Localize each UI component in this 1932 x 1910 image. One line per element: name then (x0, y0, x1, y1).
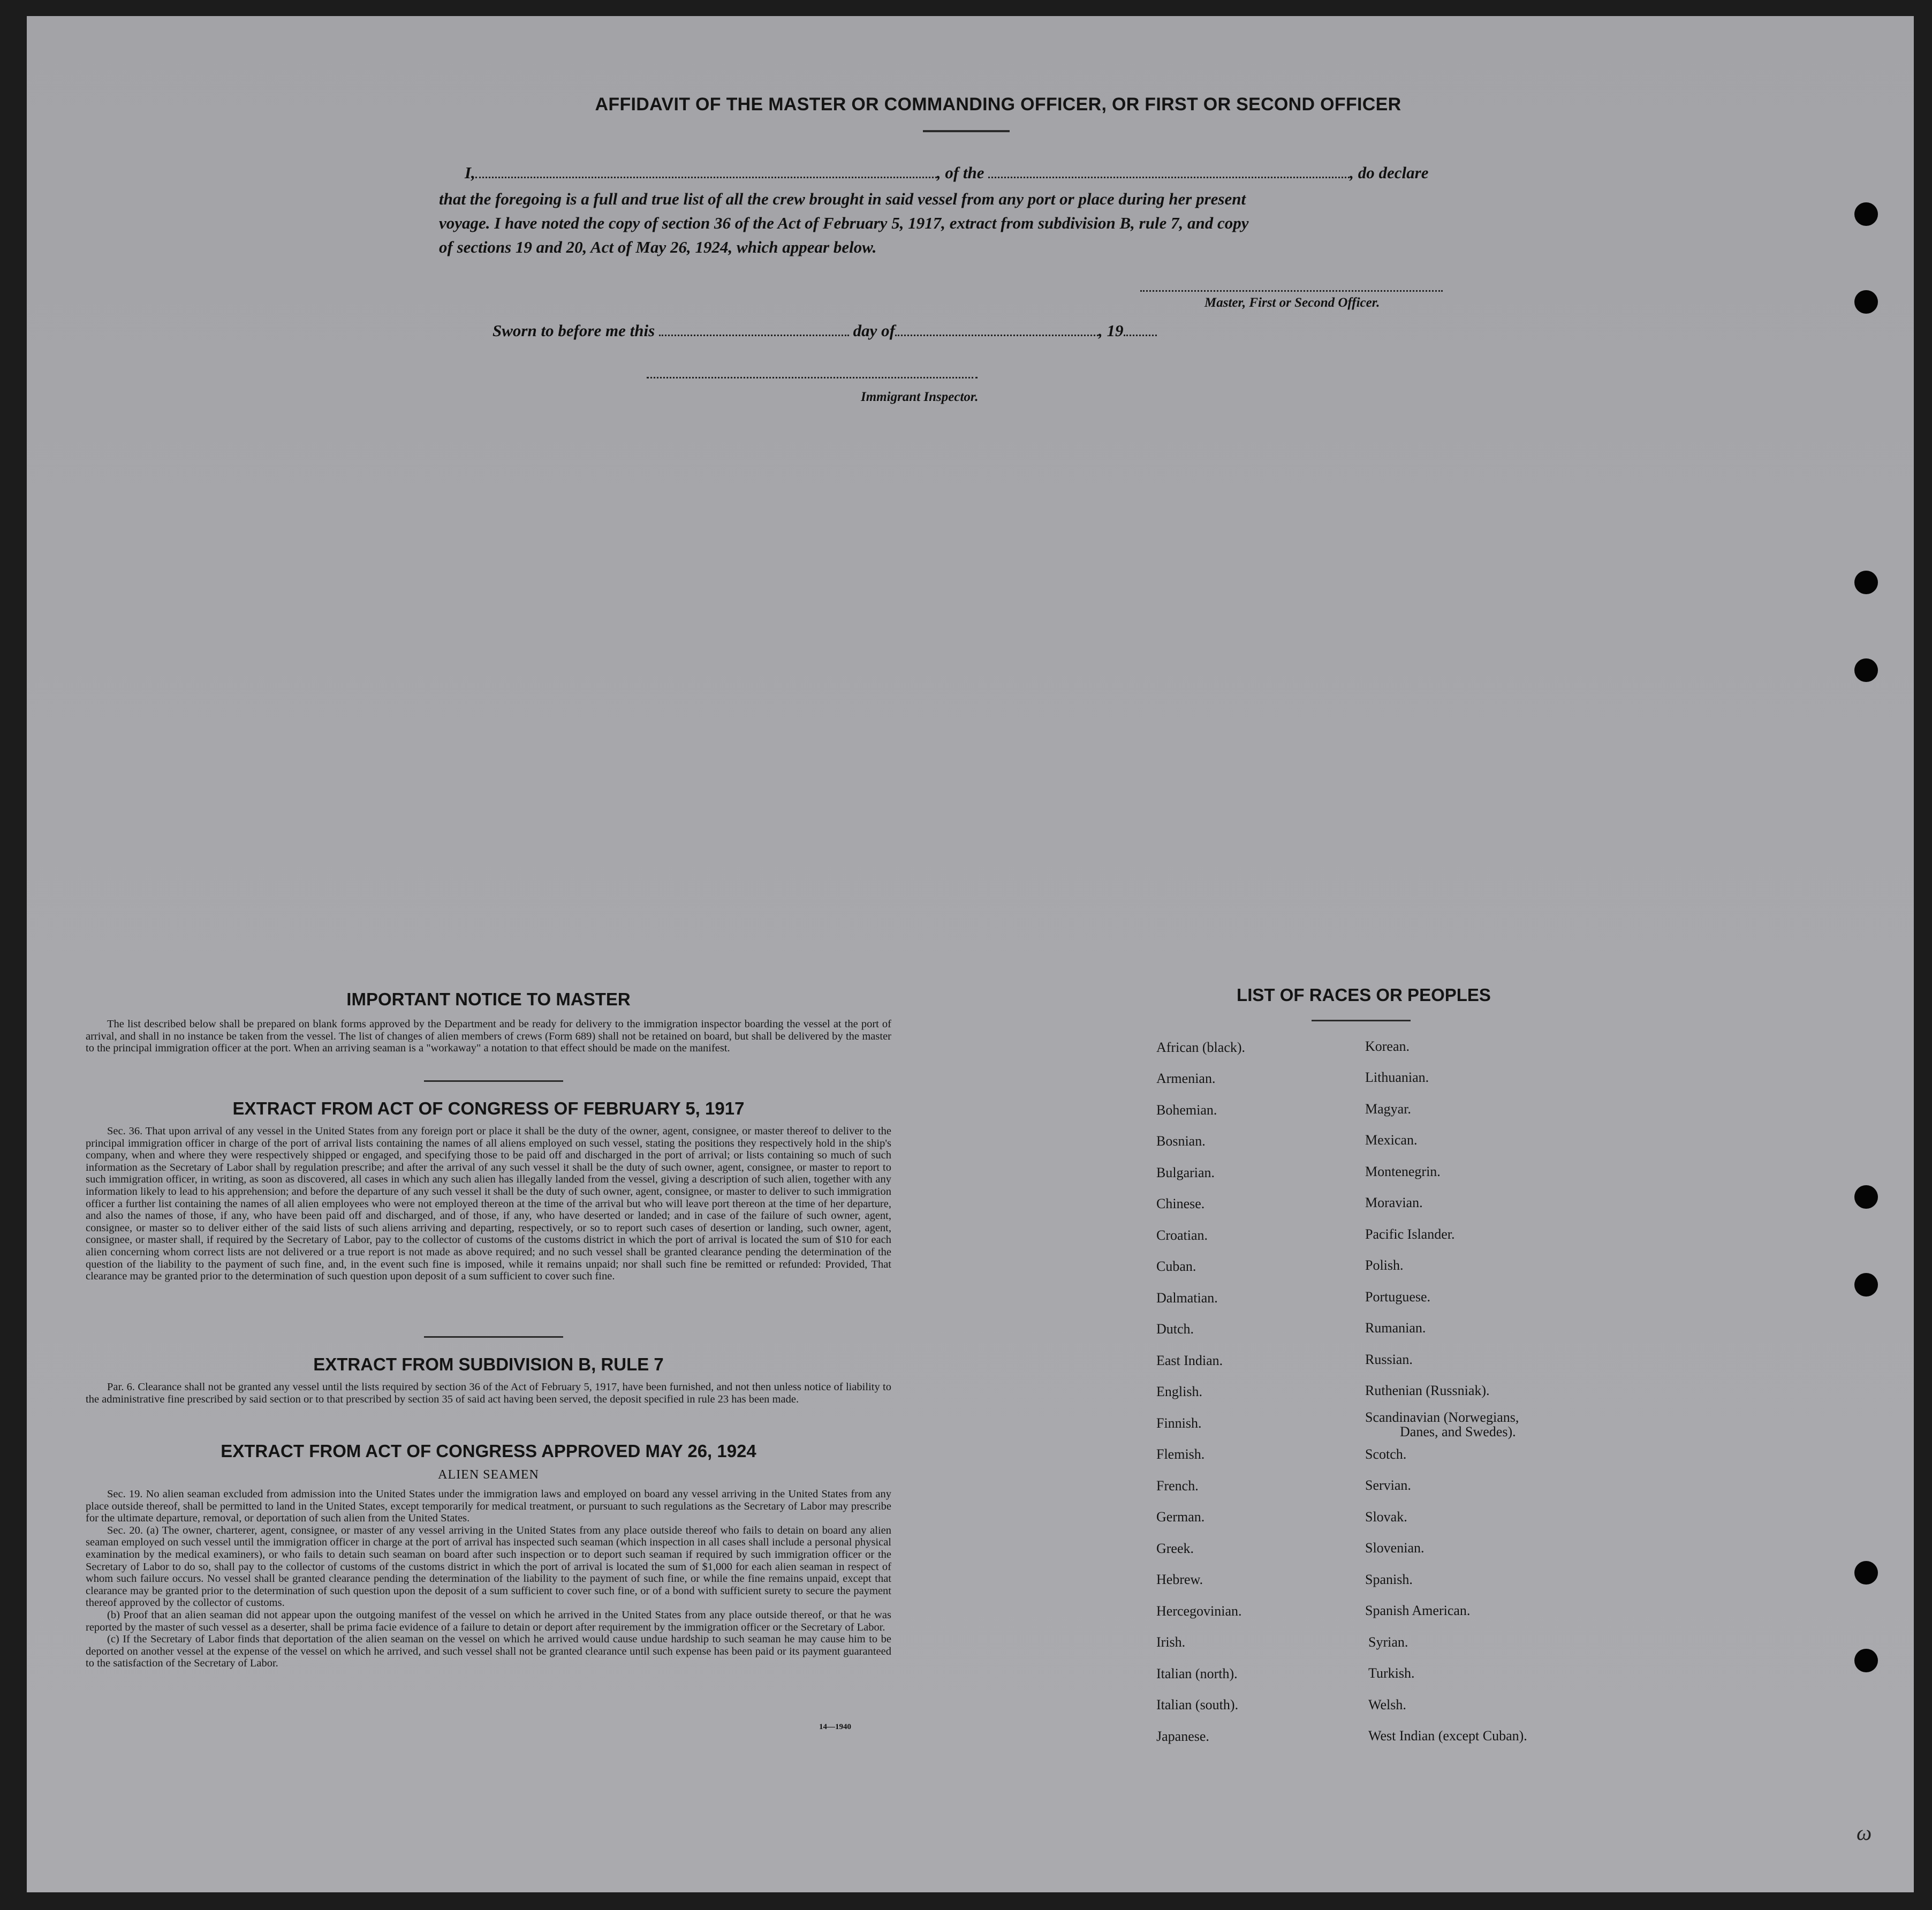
do-declare-label: , do declare (1350, 163, 1429, 182)
declaration-line (465, 163, 1428, 183)
race-item: Portuguese. (1365, 1289, 1431, 1305)
inspector-signature-line[interactable] (647, 377, 978, 378)
act-1924-title: EXTRACT FROM ACT OF CONGRESS APPROVED MAY 26, 1924 (221, 1441, 756, 1461)
vessel-blank[interactable] (988, 177, 1350, 178)
race-item: West Indian (except Cuban). (1368, 1728, 1527, 1744)
day-blank[interactable] (659, 335, 849, 336)
race-item: Armenian. (1156, 1071, 1216, 1086)
punch-hole (1854, 1273, 1878, 1297)
signature-caption: Master, First or Second Officer. (1204, 295, 1380, 310)
race-item: African (black). (1156, 1040, 1246, 1055)
margin-mark: ω (1857, 1821, 1872, 1845)
month-blank[interactable] (895, 335, 1098, 336)
signature-line[interactable] (1140, 290, 1443, 292)
race-item: Greek. (1156, 1541, 1194, 1556)
race-item: Servian. (1365, 1477, 1411, 1493)
race-item: Scotch. (1365, 1446, 1407, 1462)
race-item: Lithuanian. (1365, 1070, 1429, 1085)
sworn-line (493, 321, 1157, 340)
race-item: Korean. (1365, 1039, 1410, 1054)
race-item: Turkish. (1368, 1665, 1415, 1681)
declaration-body (439, 187, 1249, 259)
race-item: Ruthenian (Russniak). (1365, 1383, 1490, 1398)
section-divider (424, 1336, 563, 1338)
form-number: 14—1940 (819, 1723, 851, 1731)
race-item: Slovak. (1365, 1509, 1407, 1525)
race-item: Montenegrin. (1365, 1164, 1441, 1179)
rule7-text: Par. 6. Clearance shall not be granted any vessel until the lists required by section 36 of the Act of February 5, 1917, have been furnished, and not then unless notice of liability to the administrative fine prescribed by said section or to that prescribed by section 35 of said act having been served, the deposit specified in rule 23 has been made. (86, 1381, 891, 1405)
race-item: Bulgarian. (1156, 1165, 1215, 1180)
i-label: I, (465, 163, 475, 182)
year-blank[interactable] (1124, 335, 1157, 336)
race-item: Spanish American. (1365, 1603, 1471, 1618)
race-item: Spanish. (1365, 1572, 1413, 1587)
race-item: Hebrew. (1156, 1572, 1203, 1587)
of-the-label: , of the (936, 163, 984, 182)
punch-hole (1854, 290, 1878, 314)
race-item: East Indian. (1156, 1353, 1223, 1368)
race-item: Rumanian. (1365, 1320, 1426, 1336)
punch-hole (1854, 658, 1878, 682)
race-item: Moravian. (1365, 1195, 1423, 1210)
inspector-caption: Immigrant Inspector. (861, 390, 979, 404)
affidavit-title: AFFIDAVIT OF THE MASTER OR COMMANDING OFFICER, OR FIRST OR SECOND OFFICER (595, 94, 1401, 115)
race-item: English. (1156, 1384, 1202, 1399)
race-item: Croatian. (1156, 1227, 1208, 1243)
race-item: Danes, and Swedes). (1400, 1424, 1516, 1439)
year-label: , 19 (1098, 321, 1124, 340)
race-item: Italian (south). (1156, 1697, 1239, 1712)
sec-20b: (b) Proof that an alien seaman did not appear upon the outgoing manifest of the vessel on which he arrived in the United States from any place outside thereof, or that he was reported by the master of such vessel as a deserter, shall be prima facie evidence of a failure to detain or deport after requirement by the immigration officer or the Secretary of Labor. (86, 1609, 891, 1633)
race-item: Welsh. (1368, 1697, 1406, 1712)
race-item: Dutch. (1156, 1321, 1194, 1337)
race-item: Hercegovinian. (1156, 1603, 1242, 1619)
act-1917-text: Sec. 36. That upon arrival of any vessel in the United States from any foreign port or place it shall be the duty of the owner, agent, consignee, or master thereof to deliver to the principal immigration officer in charge of the port of arrival lists containing the names of all aliens employed on such vessel, stating the positions they respectively hold in the ship's company, when and where they were respectively shipped or engaged, and specifying those to be paid off and discharged in the port of arrival; or lists containing so much of such information as the Secretary of Labor shall by regulation prescribe; and after the arrival of any such vessel it shall be the duty of such owner, agent, consignee, or master to report to such immigration officer, in writing, as soon as discovered, all cases in which any such alien has illegally landed from the vessel, giving a description of such alien, together with any information likely to lead to his apprehension; and before the departure of any such vessel it shall be the duty of such owner, agent, consignee, or master to deliver to such immigration officer a further list containing the names of all alien employees who were not employed thereon at the time of the arrival but who will leave port thereon at the time of her departure, and also the names of those, if any, who have been paid off and discharged, and of those, if any, who have deserted or landed; and in case of the failure of such owner, agent, consignee, or master so to deliver either of the said lists of such aliens arriving and departing, respectively, or so to report such cases of desertion or landing, such owner, agent, consignee, or master shall, if required by the Secretary of Labor, pay to the collector of customs of the customs district in which the port of arrival is located the sum of $10 for each alien concerning whom correct lists are not delivered or a true report is not made as above required; and no such vessel shall be granted clearance pending the determination of the question of the liability to the payment of such fine, and, in the event such fine is imposed, while it remains unpaid; nor shall such fine be remitted or refunded: Provided, That clearance may be granted prior to the determination of such question upon deposit of a sum sufficient to cover such fine. (86, 1125, 891, 1283)
race-item: Dalmatian. (1156, 1290, 1218, 1306)
punch-hole (1854, 1185, 1878, 1209)
race-item: Pacific Islander. (1365, 1226, 1455, 1242)
race-item: Italian (north). (1156, 1666, 1238, 1681)
punch-hole (1854, 571, 1878, 594)
day-of-label: day of (853, 321, 895, 340)
section-divider (424, 1080, 563, 1082)
alien-seamen-subtitle: ALIEN SEAMEN (438, 1468, 539, 1482)
declaration-line-1: that the foregoing is a full and true list of all the crew brought in said vessel from any port or place during her present (439, 190, 1246, 208)
sec-20a: Sec. 20. (a) The owner, charterer, agent, consignee, or master of any vessel arriving in the United States from any place outside thereof who fails to detain on board any alien seaman employed on such vessel until the immigration officer in charge at the port of arrival has inspected such seaman (which inspection in all cases shall include a personal physical examination by the medical examiners), or who fails to detain such seaman on board after such inspection or to deport such seaman if required by such immigration officer or the Secretary of Labor to do so, shall pay to the collector of customs of the customs district in which the port of arrival is located the sum of $1,000 for each alien seaman in respect of whom such failure occurs. No vessel shall be granted clearance pending the determination of the liability to the payment of such fine, or while the fine remains unpaid, except that clearance may be granted prior to the determination of such question upon the deposit of a sum sufficient to cover such fine, or of a bond with sufficient surety to secure the payment thereof approved by the collector of customs. (86, 1524, 891, 1609)
race-item: Japanese. (1156, 1729, 1209, 1744)
declaration-line-2: voyage. I have noted the copy of section 36 of the Act of February 5, 1917, extract from subdivision B, rule 7, and copy (439, 214, 1249, 232)
sec-20c: (c) If the Secretary of Labor finds that deportation of the alien seaman on the vessel on which he arrived would cause undue hardship to such seaman he may cause him to be deported on another vessel at the expense of the vessel on which he arrived, and such vessel shall not be granted clearance until such expense has been paid or its payment guaranteed to the satisfaction of the Secretary of Labor. (86, 1633, 891, 1670)
sworn-label: Sworn to before me this (493, 321, 655, 340)
race-item: Cuban. (1156, 1259, 1196, 1274)
punch-hole (1854, 1561, 1878, 1585)
race-item: Bosnian. (1156, 1133, 1206, 1149)
races-title: LIST OF RACES OR PEOPLES (1237, 985, 1491, 1005)
race-item: Slovenian. (1365, 1540, 1425, 1556)
race-item: Flemish. (1156, 1446, 1205, 1462)
race-item: Russian. (1365, 1352, 1413, 1367)
race-item: Magyar. (1365, 1101, 1411, 1117)
races-divider (1312, 1020, 1411, 1021)
title-divider (923, 130, 1010, 132)
act-1924-text (86, 1488, 891, 1670)
race-item: Polish. (1365, 1257, 1404, 1273)
punch-hole (1854, 1649, 1878, 1672)
race-item: Syrian. (1368, 1634, 1408, 1650)
race-item: French. (1156, 1478, 1199, 1494)
race-item: Chinese. (1156, 1196, 1205, 1211)
race-item: Finnish. (1156, 1415, 1202, 1431)
rule7-title: EXTRACT FROM SUBDIVISION B, RULE 7 (313, 1354, 664, 1374)
act-1917-title: EXTRACT FROM ACT OF CONGRESS OF FEBRUARY 5, 1917 (232, 1098, 745, 1118)
declaration-line-3: of sections 19 and 20, Act of May 26, 1924, which appear below. (439, 238, 877, 256)
race-item: Mexican. (1365, 1132, 1418, 1148)
race-item: German. (1156, 1509, 1205, 1525)
race-item: Scandinavian (Norwegians, (1365, 1409, 1519, 1425)
notice-title: IMPORTANT NOTICE TO MASTER (346, 989, 631, 1009)
sec-19: Sec. 19. No alien seaman excluded from admission into the United States under the immigration laws and employed on board any vessel arriving in the United States from any place outside thereof, shall be permitted to land in the United States, except temporarily for medical treatment, or pursuant to such regulations as the Secretary of Labor may prescribe for the ultimate departure, removal, or deportation of such alien from the United States. (86, 1488, 891, 1525)
race-item: Irish. (1156, 1634, 1186, 1650)
name-blank[interactable] (475, 177, 937, 178)
punch-hole (1854, 202, 1878, 226)
notice-text: The list described below shall be prepared on blank forms approved by the Department and be ready for delivery to the immigration inspector boarding the vessel at the port of arrival, and shall in no instance be taken from the vessel. The list of changes of alien members of crews (Form 689) shall not be retained on board, but shall be delivered by the master to the principal immigration officer at the port. When an arriving seaman is a "workaway" a notation to that effect should be made on the manifest. (86, 1018, 891, 1055)
race-item: Bohemian. (1156, 1102, 1217, 1118)
